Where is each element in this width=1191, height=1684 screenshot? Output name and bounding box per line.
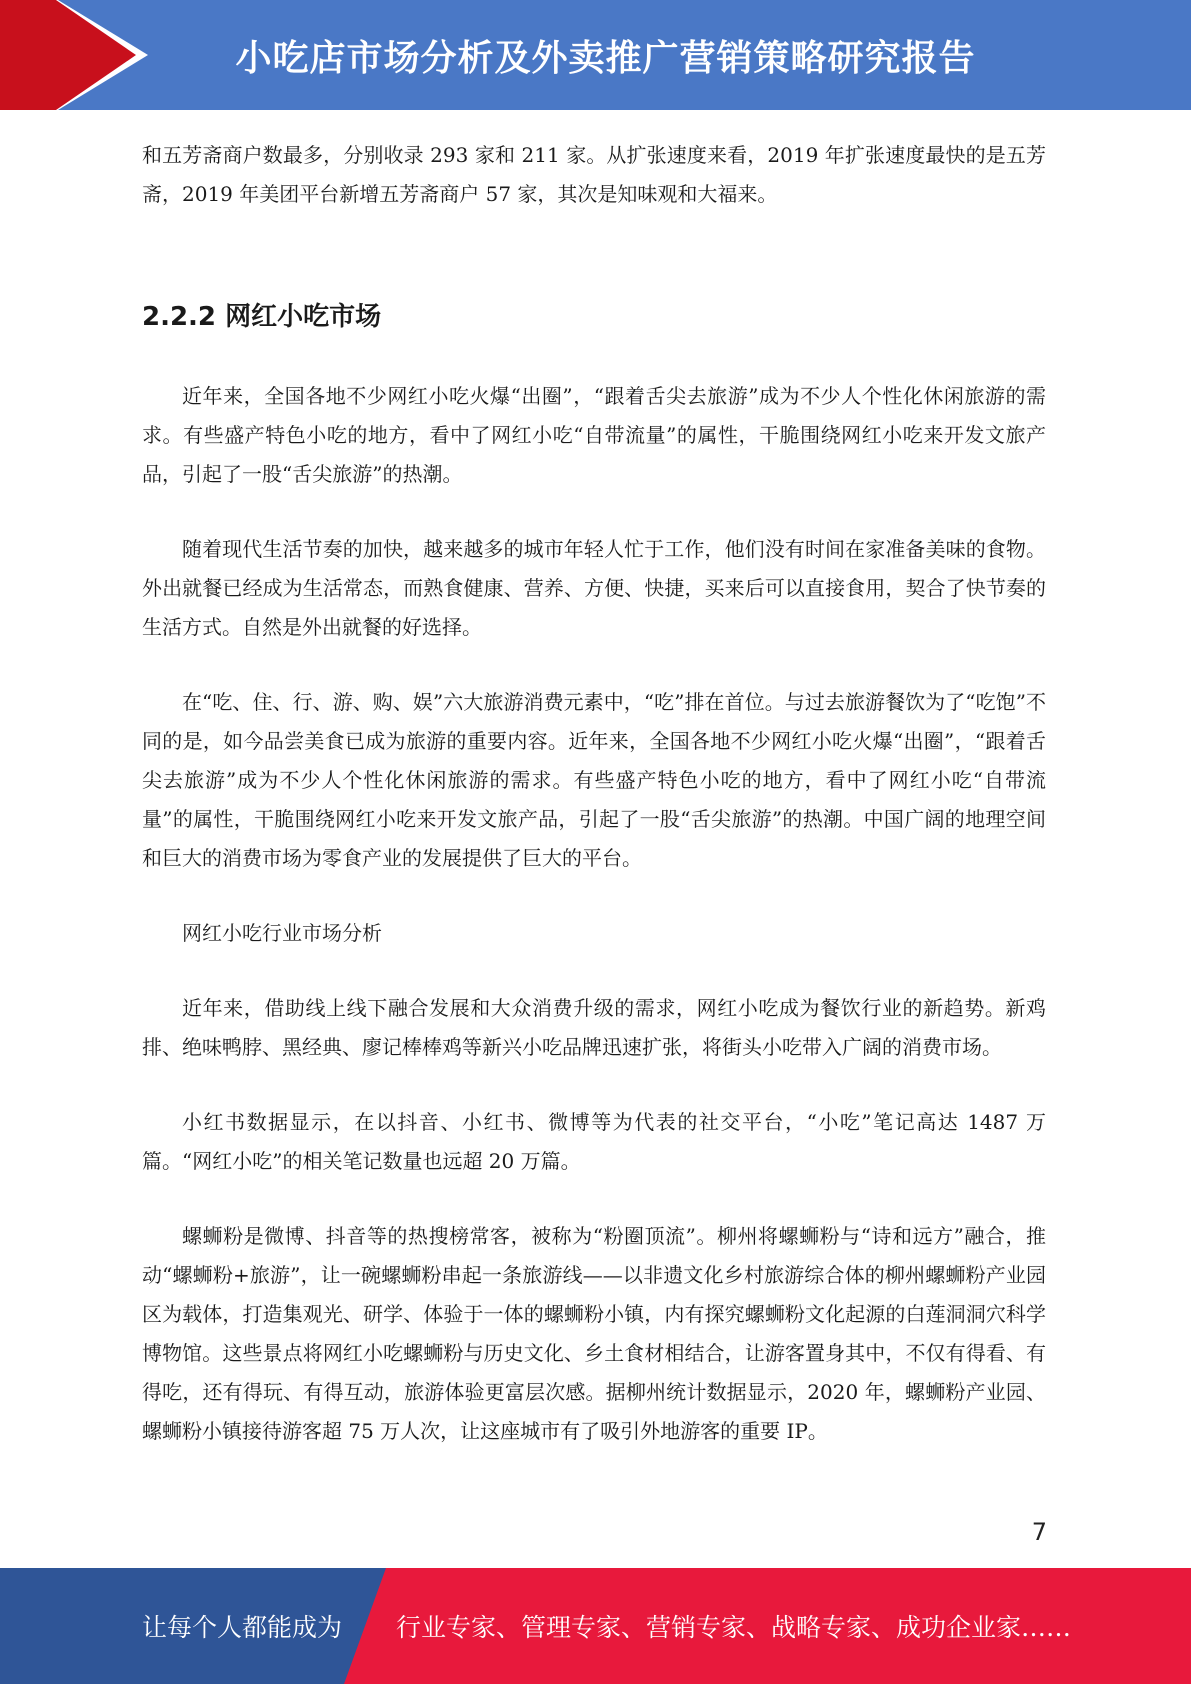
page-number: 7 — [1031, 1518, 1047, 1546]
paragraph-6: 小红书数据显示，在以抖音、小红书、微博等为代表的社交平台，“小吃”笔记高达 1487 万篇。“网红小吃”的相关笔记数量也远超 20 万篇。 — [142, 1110, 1046, 1173]
header-title: 小吃店市场分析及外卖推广营销策略研究报告 — [235, 37, 976, 79]
footer-band — [0, 1568, 1191, 1684]
paragraph-2: 随着现代生活节奏的加快，越来越多的城市年轻人忙于工作，他们没有时间在家准备美味的食物。外出就餐已经成为生活常态，而熟食健康、营养、方便、快捷，买来后可以直接食用，契合了快节奏的生活方式。自然是外出就餐的好选择。 — [142, 537, 1046, 639]
header-band — [0, 0, 1191, 110]
section-heading: 2.2.2 网红小吃市场 — [142, 302, 382, 332]
paragraph-subtitle: 网红小吃行业市场分析 — [182, 921, 382, 945]
document-body — [142, 136, 1046, 1451]
footer-slogan-right: 行业专家、管理专家、营销专家、战略专家、成功企业家…… — [396, 1613, 1072, 1642]
paragraph-1: 近年来，全国各地不少网红小吃火爆“出圈”，“跟着舌尖去旅游”成为不少人个性化休闲旅游的需求。有些盛产特色小吃的地方，看中了网红小吃“自带流量”的属性，干脆围绕网红小吃来开发文旅产品，引起了一股“舌尖旅游”的热潮。 — [142, 384, 1046, 486]
paragraph-continuation: 和五芳斋商户数最多，分别收录 293 家和 211 家。从扩张速度来看，2019 年扩张速度最快的是五芳斋，2019 年美团平台新增五芳斋商户 57 家，其次是知味观和大福来。 — [142, 143, 1046, 206]
paragraph-3: 在“吃、住、行、游、购、娱”六大旅游消费元素中，“吃”排在首位。与过去旅游餐饮为了“吃饱”不同的是，如今品尝美食已成为旅游的重要内容。近年来，全国各地不少网红小吃火爆“出圈”，“跟着舌尖去旅游”成为不少人个性化休闲旅游的需求。有些盛产特色小吃的地方，看中了网红小吃“自带流量”的属性，干脆围绕网红小吃来开发文旅产品，引起了一股“舌尖旅游”的热潮。中国广阔的地理空间和巨大的消费市场为零食产业的发展提供了巨大的平台。 — [142, 690, 1046, 870]
paragraph-5: 近年来，借助线上线下融合发展和大众消费升级的需求，网红小吃成为餐饮行业的新趋势。新鸡排、绝味鸭脖、黑经典、廖记棒棒鸡等新兴小吃品牌迅速扩张，将街头小吃带入广阔的消费市场。 — [142, 996, 1046, 1059]
paragraph-7: 螺蛳粉是微博、抖音等的热搜榜常客，被称为“粉圈顶流”。柳州将螺蛳粉与“诗和远方”融合，推动“螺蛳粉+旅游”，让一碗螺蛳粉串起一条旅游线——以非遗文化乡村旅游综合体的柳州螺蛳粉产业园区为载体，打造集观光、研学、体验于一体的螺蛳粉小镇，内有探究螺蛳粉文化起源的白莲洞洞穴科学博物馆。这些景点将网红小吃螺蛳粉与历史文化、乡土食材相结合，让游客置身其中，不仅有得看、有得吃，还有得玩、有得互动，旅游体验更富层次感。据柳州统计数据显示，2020 年，螺蛳粉产业园、螺蛳粉小镇接待游客超 75 万人次，让这座城市有了吸引外地游客的重要 IP。 — [142, 1224, 1046, 1443]
footer-slogan-left: 让每个人都能成为 — [142, 1613, 343, 1642]
